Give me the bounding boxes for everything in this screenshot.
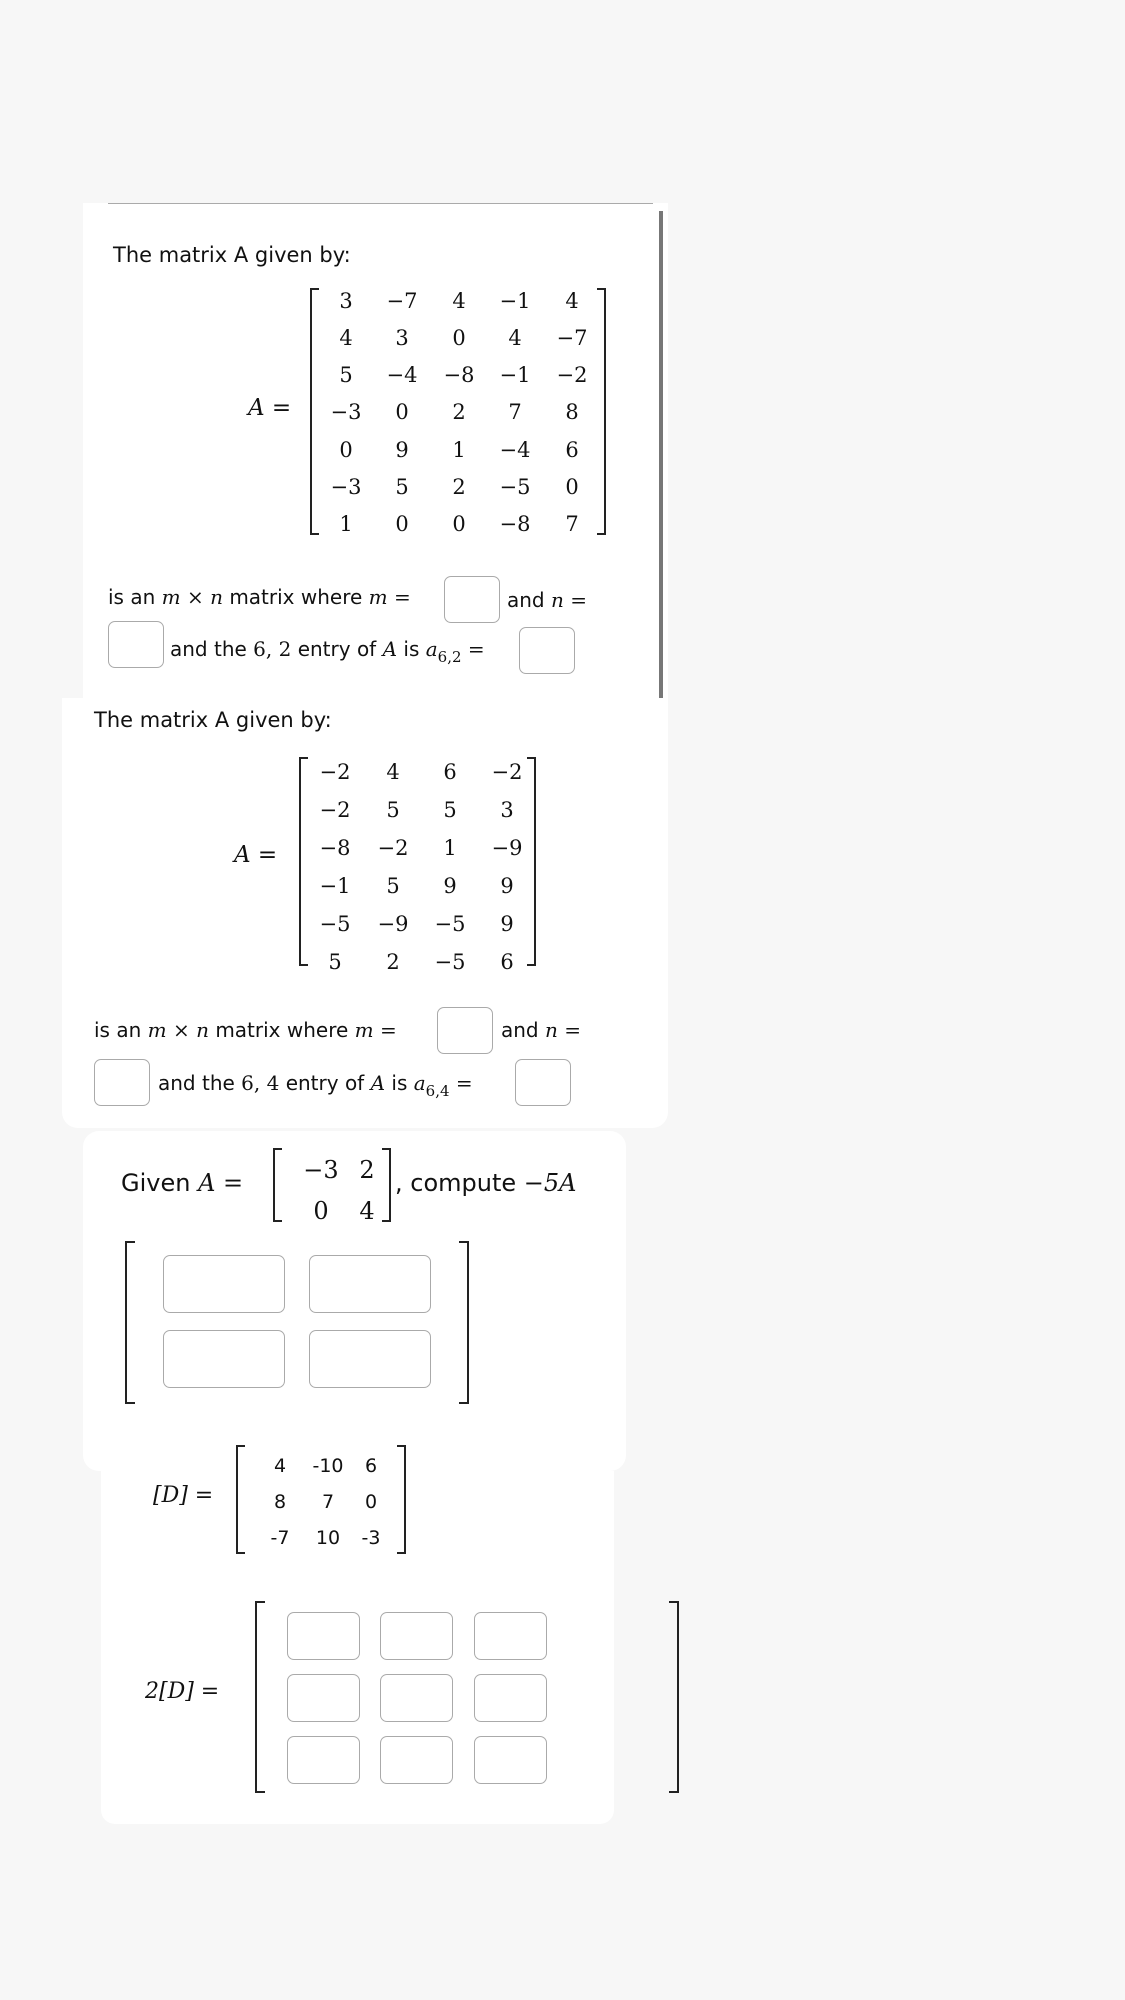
matrix-cell-2-1: 0: [313, 1197, 329, 1225]
matrix-cell-7-5: 7: [565, 512, 579, 536]
matrix-cell-6-3: 2: [452, 475, 466, 499]
matrix-cell-2-1: 4: [339, 326, 353, 350]
answer-cell-1-1[interactable]: [163, 1255, 285, 1313]
n-label: and n =: [501, 1018, 581, 1042]
matrix-cell-7-4: −8: [499, 512, 531, 536]
matrix-cell-3-5: −2: [556, 363, 588, 387]
matrix-A-6x4: [302, 752, 532, 972]
matrix-cell-5-4: −4: [499, 438, 531, 462]
matrix-cell-2-2: 5: [386, 798, 400, 822]
matrix-cell-4-4: 9: [500, 874, 514, 898]
scrollbar[interactable]: [659, 211, 663, 698]
matrix-cell-1-2: -10: [312, 1455, 344, 1477]
matrix-cell-1-5: 4: [565, 289, 579, 313]
answer-cell-2-2[interactable]: [309, 1330, 431, 1388]
matrix-cell-2-2: 7: [321, 1491, 335, 1513]
matrix-cell-4-2: 5: [386, 874, 400, 898]
matrix-cell-6-2: 2: [386, 950, 400, 974]
n-answer-input[interactable]: [108, 621, 164, 668]
matrix-cell-1-3: 4: [452, 289, 466, 313]
entry-question: and the 6, 2 entry of A is $a_{6,2}$ =: [170, 637, 485, 666]
answer-cell-2-1[interactable]: [163, 1330, 285, 1388]
matrix-cell-1-1: −2: [319, 760, 351, 784]
matrix-cell-7-2: 0: [395, 512, 409, 536]
matrix-cell-3-4: −1: [499, 363, 531, 387]
d-label: [D] =: [153, 1483, 214, 1508]
matrix-cell-6-2: 5: [395, 475, 409, 499]
matrix-cell-6-5: 0: [565, 475, 579, 499]
m-answer-input[interactable]: [437, 1007, 493, 1054]
matrix-cell-1-3: 6: [443, 760, 457, 784]
matrix-cell-5-2: 9: [395, 438, 409, 462]
answer-cell-2-1[interactable]: [287, 1674, 360, 1722]
problem-card-3: [83, 1131, 626, 1471]
matrix-cell-5-5: 6: [565, 438, 579, 462]
matrix-cell-1-4: −1: [499, 289, 531, 313]
matrix-bracket-left: [236, 1445, 245, 1554]
intro-text: The matrix A given by:: [94, 708, 332, 732]
matrix-bracket-right: [397, 1445, 406, 1554]
matrix-cell-7-3: 0: [452, 512, 466, 536]
matrix-cell-1-2: −7: [386, 289, 418, 313]
dimension-question: is an m × n matrix where m =: [108, 585, 411, 609]
matrix-cell-5-1: −5: [319, 912, 351, 936]
matrix-cell-4-1: −1: [319, 874, 351, 898]
answer-bracket-left: [125, 1241, 135, 1404]
entry-question: and the 6, 4 entry of A is $a_{6,4}$ =: [158, 1071, 473, 1100]
matrix-cell-6-1: −3: [330, 475, 362, 499]
card-divider: [108, 203, 653, 204]
matrix-cell-6-4: −5: [499, 475, 531, 499]
matrix-cell-1-4: −2: [491, 760, 523, 784]
matrix-cell-4-5: 8: [565, 400, 579, 424]
2d-label: 2[D] =: [145, 1679, 220, 1704]
matrix-cell-6-3: −5: [434, 950, 466, 974]
answer-cell-1-2[interactable]: [380, 1612, 453, 1660]
matrix-cell-1-2: 2: [359, 1156, 375, 1184]
answer-bracket-right: [669, 1601, 679, 1793]
matrix-cell-2-3: 5: [443, 798, 457, 822]
matrix-cell-3-4: −9: [491, 836, 523, 860]
matrix-label: A =: [248, 395, 292, 421]
matrix-cell-3-1: −8: [319, 836, 351, 860]
answer-bracket-left: [255, 1601, 265, 1793]
answer-cell-3-3[interactable]: [474, 1736, 547, 1784]
compute-text: , compute −5A: [395, 1169, 577, 1197]
matrix-label: A =: [234, 842, 278, 868]
matrix-cell-2-3: 0: [452, 326, 466, 350]
answer-bracket-right: [459, 1241, 469, 1404]
answer-cell-1-3[interactable]: [474, 1612, 547, 1660]
answer-cell-1-2[interactable]: [309, 1255, 431, 1313]
matrix-cell-2-4: 3: [500, 798, 514, 822]
matrix-cell-2-1: −2: [319, 798, 351, 822]
matrix-cell-3-2: −2: [377, 836, 409, 860]
matrix-cell-3-1: 5: [339, 363, 353, 387]
matrix-cell-4-2: 0: [395, 400, 409, 424]
answer-cell-2-3[interactable]: [474, 1674, 547, 1722]
n-label: and n =: [507, 588, 587, 612]
matrix-cell-2-4: 4: [508, 326, 522, 350]
matrix-cell-1-1: −3: [303, 1156, 339, 1184]
matrix-cell-2-5: −7: [556, 326, 588, 350]
matrix-cell-3-3: 1: [443, 836, 457, 860]
n-answer-input[interactable]: [94, 1059, 150, 1106]
answer-cell-3-1[interactable]: [287, 1736, 360, 1784]
matrix-cell-2-2: 4: [359, 1197, 375, 1225]
matrix-A-2x2: [278, 1143, 388, 1227]
matrix-A-7x5: [313, 281, 603, 543]
problem-card-1: [83, 203, 668, 698]
matrix-cell-1-1: 4: [273, 1455, 287, 1477]
matrix-cell-4-3: 9: [443, 874, 457, 898]
matrix-cell-1-3: 6: [364, 1455, 378, 1477]
matrix-cell-5-2: −9: [377, 912, 409, 936]
problem-card-4: [101, 1455, 614, 1824]
answer-cell-1-1[interactable]: [287, 1612, 360, 1660]
matrix-cell-3-1: -7: [270, 1527, 290, 1549]
matrix-cell-4-3: 2: [452, 400, 466, 424]
dimension-question: is an m × n matrix where m =: [94, 1018, 397, 1042]
matrix-cell-3-2: 10: [315, 1527, 341, 1549]
matrix-cell-4-1: −3: [330, 400, 362, 424]
matrix-cell-3-3: -3: [361, 1527, 381, 1549]
given-text: Given A =: [121, 1169, 244, 1197]
matrix-cell-5-3: −5: [434, 912, 466, 936]
answer-cell-3-2[interactable]: [380, 1736, 453, 1784]
matrix-cell-5-3: 1: [452, 438, 466, 462]
matrix-cell-6-4: 6: [500, 950, 514, 974]
matrix-cell-3-2: −4: [386, 363, 418, 387]
matrix-cell-7-1: 1: [339, 512, 353, 536]
entry-answer-input[interactable]: [515, 1059, 571, 1106]
matrix-D-3x3: [251, 1445, 391, 1554]
matrix-cell-3-3: −8: [443, 363, 475, 387]
answer-cell-2-2[interactable]: [380, 1674, 453, 1722]
matrix-cell-5-4: 9: [500, 912, 514, 936]
entry-answer-input[interactable]: [519, 627, 575, 674]
matrix-cell-6-1: 5: [328, 950, 342, 974]
matrix-cell-1-2: 4: [386, 760, 400, 784]
intro-text: The matrix A given by:: [113, 243, 351, 267]
problem-card-2: [62, 698, 668, 1128]
matrix-cell-2-1: 8: [273, 1491, 287, 1513]
matrix-cell-2-2: 3: [395, 326, 409, 350]
matrix-cell-2-3: 0: [364, 1491, 378, 1513]
m-answer-input[interactable]: [444, 576, 500, 623]
matrix-cell-1-1: 3: [339, 289, 353, 313]
matrix-cell-4-4: 7: [508, 400, 522, 424]
matrix-cell-5-1: 0: [339, 438, 353, 462]
